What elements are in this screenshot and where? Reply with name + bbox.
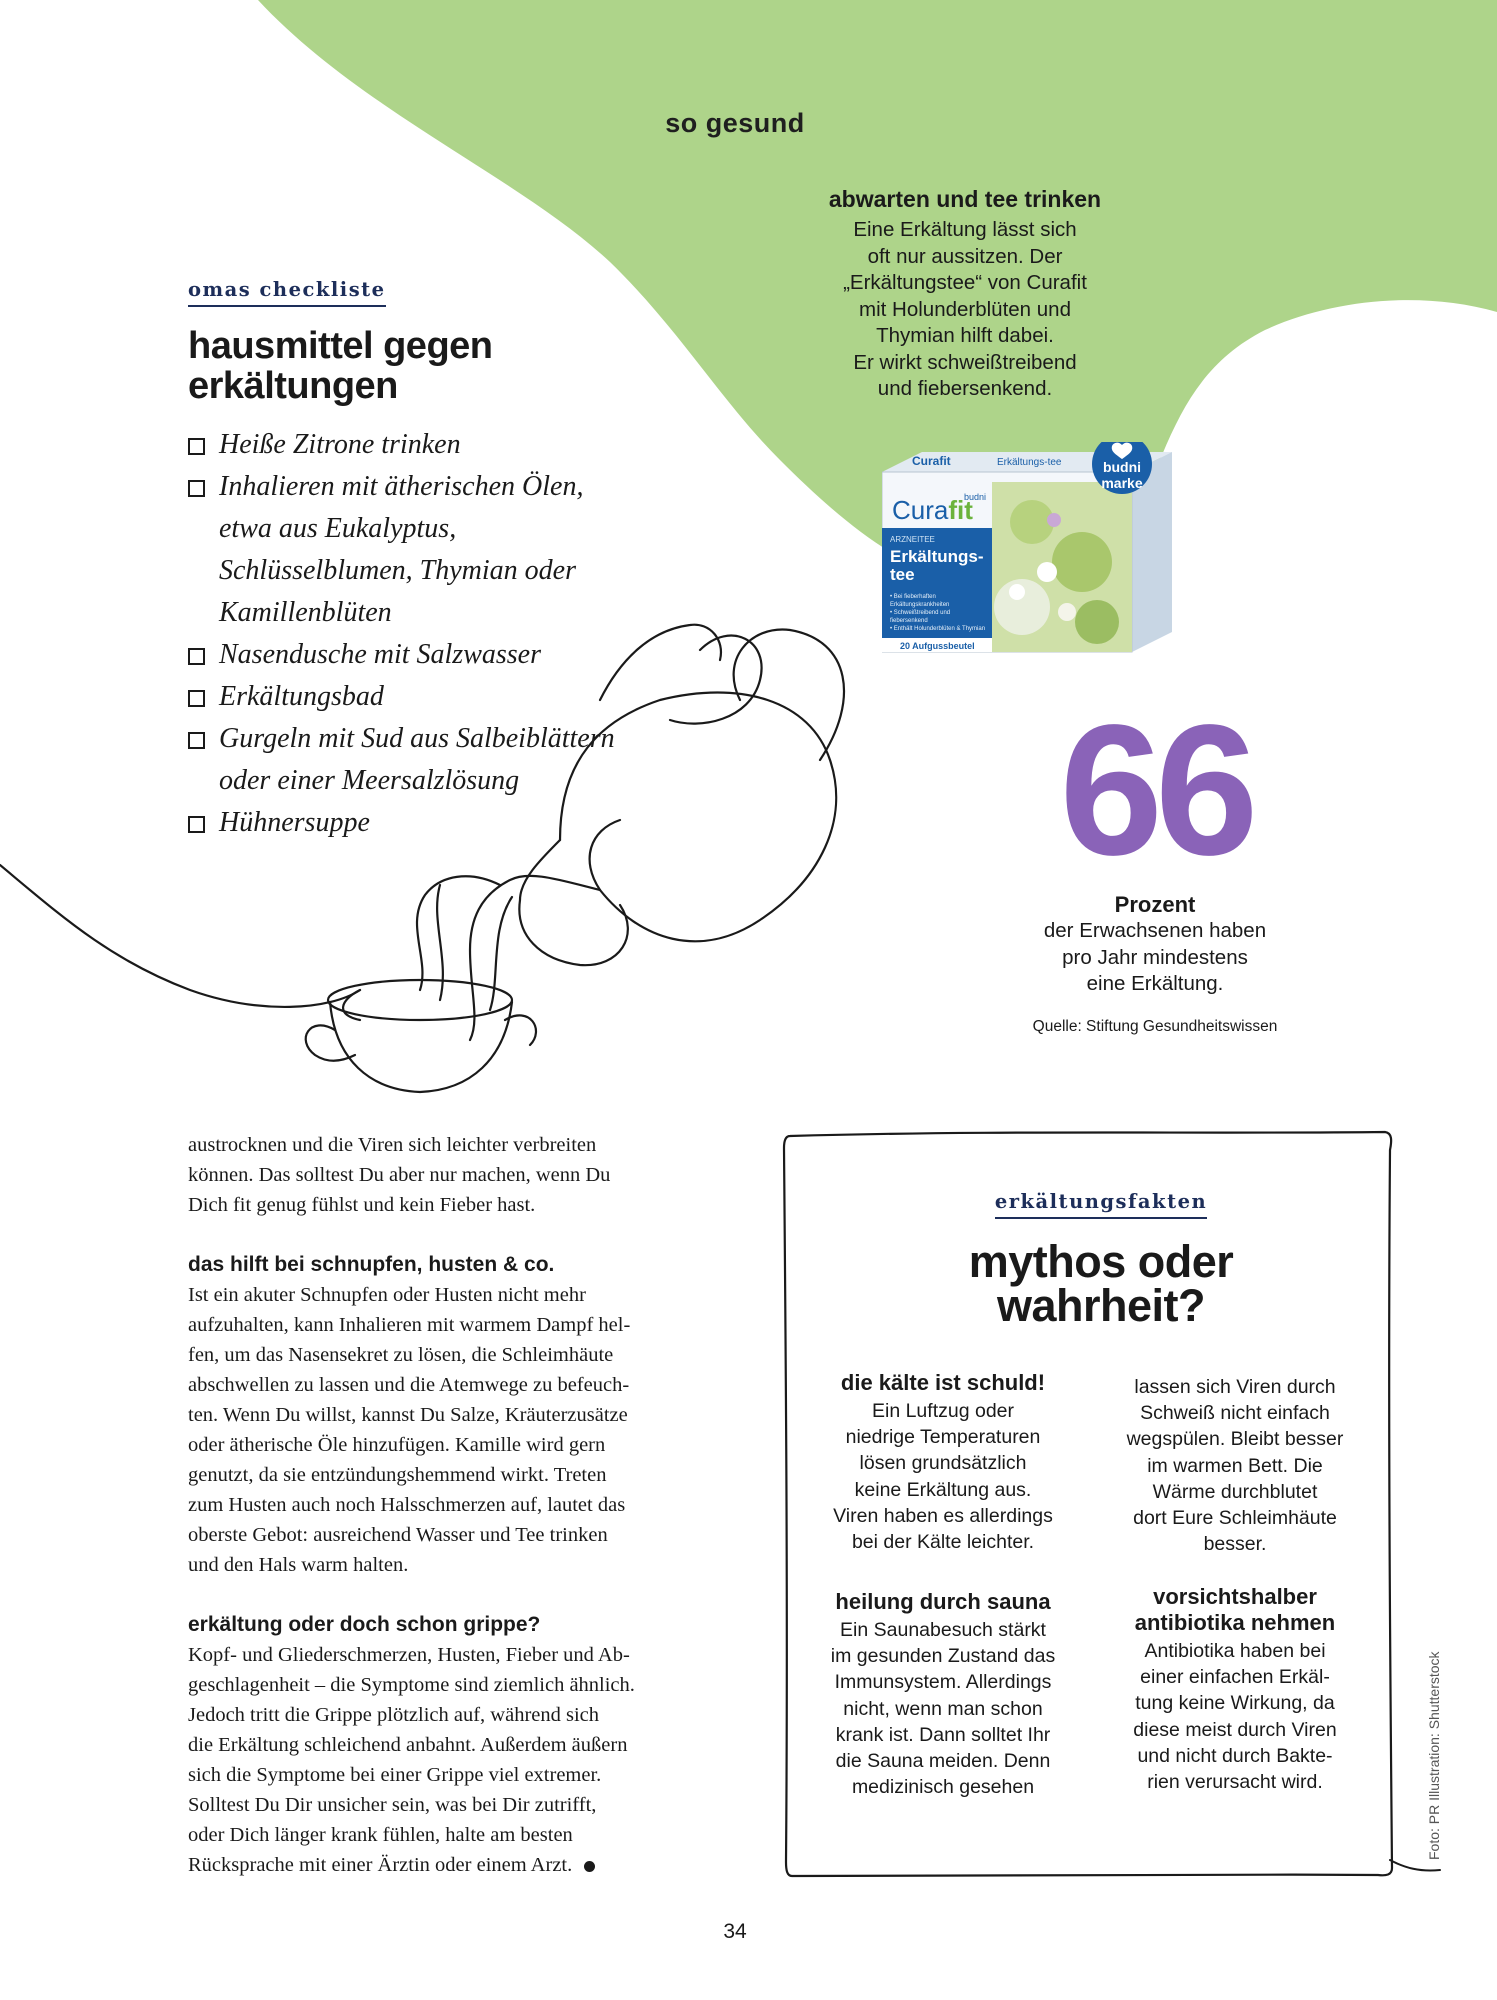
fact-continued: lassen sich Viren durch Schweiß nicht einfach wegspülen. Bleibt besser im warmen Bett. Die Wärme durchblutet dort Eure Schleimhäute besser. bbox=[1126, 1376, 1344, 1556]
checklist-item[interactable]: Gurgeln mit Sud aus Salbeiblättern oder einer Meersalzlösung bbox=[188, 718, 628, 802]
svg-text:budni: budni bbox=[1102, 459, 1142, 475]
stat-number: 66 bbox=[1059, 687, 1251, 894]
fact-cold: die kälte ist schuld! Ein Luftzug oder niedrige Temperaturen lösen grundsätzlich keine Erkältung aus. Viren haben es allerdings bei der Kälte leichter. bbox=[808, 1370, 1078, 1555]
stat-text: der Erwachsenen haben pro Jahr mindestens eine Erkältung. bbox=[1043, 919, 1267, 995]
article-paragraph: Kopf- und Gliederschmerzen, Husten, Fieber und Ab- geschlagenheit – die Symptome sind ziemlich ähnlich. Jedoch tritt die Grippe plötzlich auf, während sich die Erkältung schleichend anbahnt. Außerdem äußern sich die Symptome bei einer Grippe viel extremer. Solltest Du Dir unsicher sein, was bei Dir zutrifft, oder Dich länger krank fühlen, halte am besten Rücksprache mit einer Ärztin oder einem Arzt. bbox=[188, 1644, 635, 1876]
checkbox[interactable] bbox=[188, 648, 205, 665]
checklist-item[interactable]: Nasendusche mit Salzwasser bbox=[188, 634, 628, 676]
svg-text:Curafit: Curafit bbox=[892, 495, 973, 525]
svg-text:ARZNEITEE: ARZNEITEE bbox=[890, 535, 935, 544]
checklist bbox=[188, 424, 628, 844]
svg-text:Erkältungs-tee: Erkältungs-tee bbox=[997, 457, 1062, 468]
checklist-item[interactable]: Hühnersuppe bbox=[188, 802, 628, 844]
checkbox[interactable] bbox=[188, 690, 205, 707]
article-paragraph: Ist ein akuter Schnupfen oder Husten nicht mehr aufzuhalten, kann Inhalieren mit warmem Dampf hel- fen, um das Nasensekret zu lösen, die Schleimhäute abschwellen zu lassen und die Atemwege zu befeuch- ten. Wenn Du willst, kannst Du Salze, Kräuterzusätze oder ätherische Öle hinzufügen. Kamille wird gern genutzt, da sie entzündungshemmend wirkt. Treten zum Husten auch noch Halsschmerzen auf, lautet das oberste Gebot: ausreichend Wasser und Tee trinken und den Hals warm halten. bbox=[188, 1284, 631, 1576]
svg-text:tee: tee bbox=[890, 565, 915, 584]
fact-title: heilung durch sauna bbox=[835, 1589, 1051, 1614]
checklist-kicker bbox=[188, 278, 386, 307]
article-subheading: erkältung oder doch schon grippe? bbox=[188, 1613, 541, 1636]
facts-kicker-text: erkältungsfakten bbox=[995, 1190, 1207, 1219]
svg-text:• Schweißtreibend und: • Schweißtreibend und bbox=[890, 610, 951, 616]
tea-teaser bbox=[760, 186, 1170, 403]
checklist-item[interactable]: Inhalieren mit ätherischen Ölen, etwa aus Eukalyptus, Schlüsselblumen, Thymian oder Kamillenblüten bbox=[188, 466, 628, 634]
facts-kicker bbox=[786, 1190, 1416, 1219]
article-paragraph: austrocknen und die Viren sich leichter verbreiten können. Das solltest Du aber nur machen, wenn Du Dich fit genug fühlst und kein Fieber hast. bbox=[188, 1134, 611, 1216]
svg-text:• Enthält Holunderblüten & Thy: • Enthält Holunderblüten & Thymian bbox=[890, 626, 986, 632]
fact-title: die kälte ist schuld! bbox=[840, 1370, 1046, 1395]
image-credit: Foto: PR Illustration: Shutterstock bbox=[1426, 1651, 1442, 1860]
article-body bbox=[188, 1130, 728, 1880]
checkbox[interactable] bbox=[188, 732, 205, 749]
fact-title: vorsichtshalber antibiotika nehmen bbox=[1134, 1584, 1336, 1635]
svg-text:fiebersenkend: fiebersenkend bbox=[890, 618, 928, 624]
end-mark-icon bbox=[584, 1861, 595, 1872]
checkbox[interactable] bbox=[188, 438, 205, 455]
checklist-kicker-text: omas checkliste bbox=[188, 278, 386, 307]
svg-text:Curafit: Curafit bbox=[912, 454, 951, 468]
svg-text:marke: marke bbox=[1101, 475, 1143, 491]
facts-box-tail bbox=[1390, 1860, 1440, 1871]
checklist-item[interactable]: Heiße Zitrone trinken bbox=[188, 424, 628, 466]
checklist-title: hausmittel gegen erkältungen bbox=[188, 325, 493, 407]
svg-text:• Bei fieberhaften: • Bei fieberhaften bbox=[890, 594, 936, 600]
checkbox[interactable] bbox=[188, 480, 205, 497]
svg-text:Erkältungs-: Erkältungs- bbox=[890, 547, 984, 566]
fact-antibiotics: vorsichtshalber antibiotika nehmen Antibiotika haben bei einer einfachen Erkäl- tung keine Wirkung, da diese meist durch Viren und nicht durch Bakte- rien verursacht wird. bbox=[1100, 1584, 1370, 1795]
tea-teaser-title: abwarten und tee trinken bbox=[828, 186, 1102, 212]
page-number: 34 bbox=[723, 1920, 747, 1943]
product-package-image bbox=[882, 442, 1172, 658]
section-label: so gesund bbox=[665, 108, 805, 138]
article-subheading: das hilft bei schnupfen, husten & co. bbox=[188, 1253, 555, 1276]
stat-source: Quelle: Stiftung Gesundheitswissen bbox=[1032, 1018, 1278, 1035]
tea-teaser-text: Eine Erkältung lässt sich oft nur aussitzen. Der „Erkältungstee“ von Curafit mit Holunderblüten und Thymian hilft dabei. Er wirkt schweißtreibend und fiebersenkend. bbox=[843, 218, 1087, 400]
stat-label: Prozent bbox=[1114, 892, 1196, 917]
fact-sauna: heilung durch sauna Ein Saunabesuch stärkt im gesunden Zustand das Immunsystem. Allerdings nicht, wenn man schon krank ist. Dann solltet Ihr die Sauna meiden. Denn medizinisch gesehen bbox=[808, 1589, 1078, 1800]
svg-text:budni: budni bbox=[964, 492, 987, 502]
checkbox[interactable] bbox=[188, 816, 205, 833]
facts-title: mythos oder wahrheit? bbox=[968, 1236, 1234, 1331]
svg-text:Erkältungskrankheiten: Erkältungskrankheiten bbox=[890, 602, 950, 608]
checklist-item[interactable]: Erkältungsbad bbox=[188, 676, 628, 718]
svg-text:20 Aufgussbeutel: 20 Aufgussbeutel bbox=[900, 641, 975, 651]
